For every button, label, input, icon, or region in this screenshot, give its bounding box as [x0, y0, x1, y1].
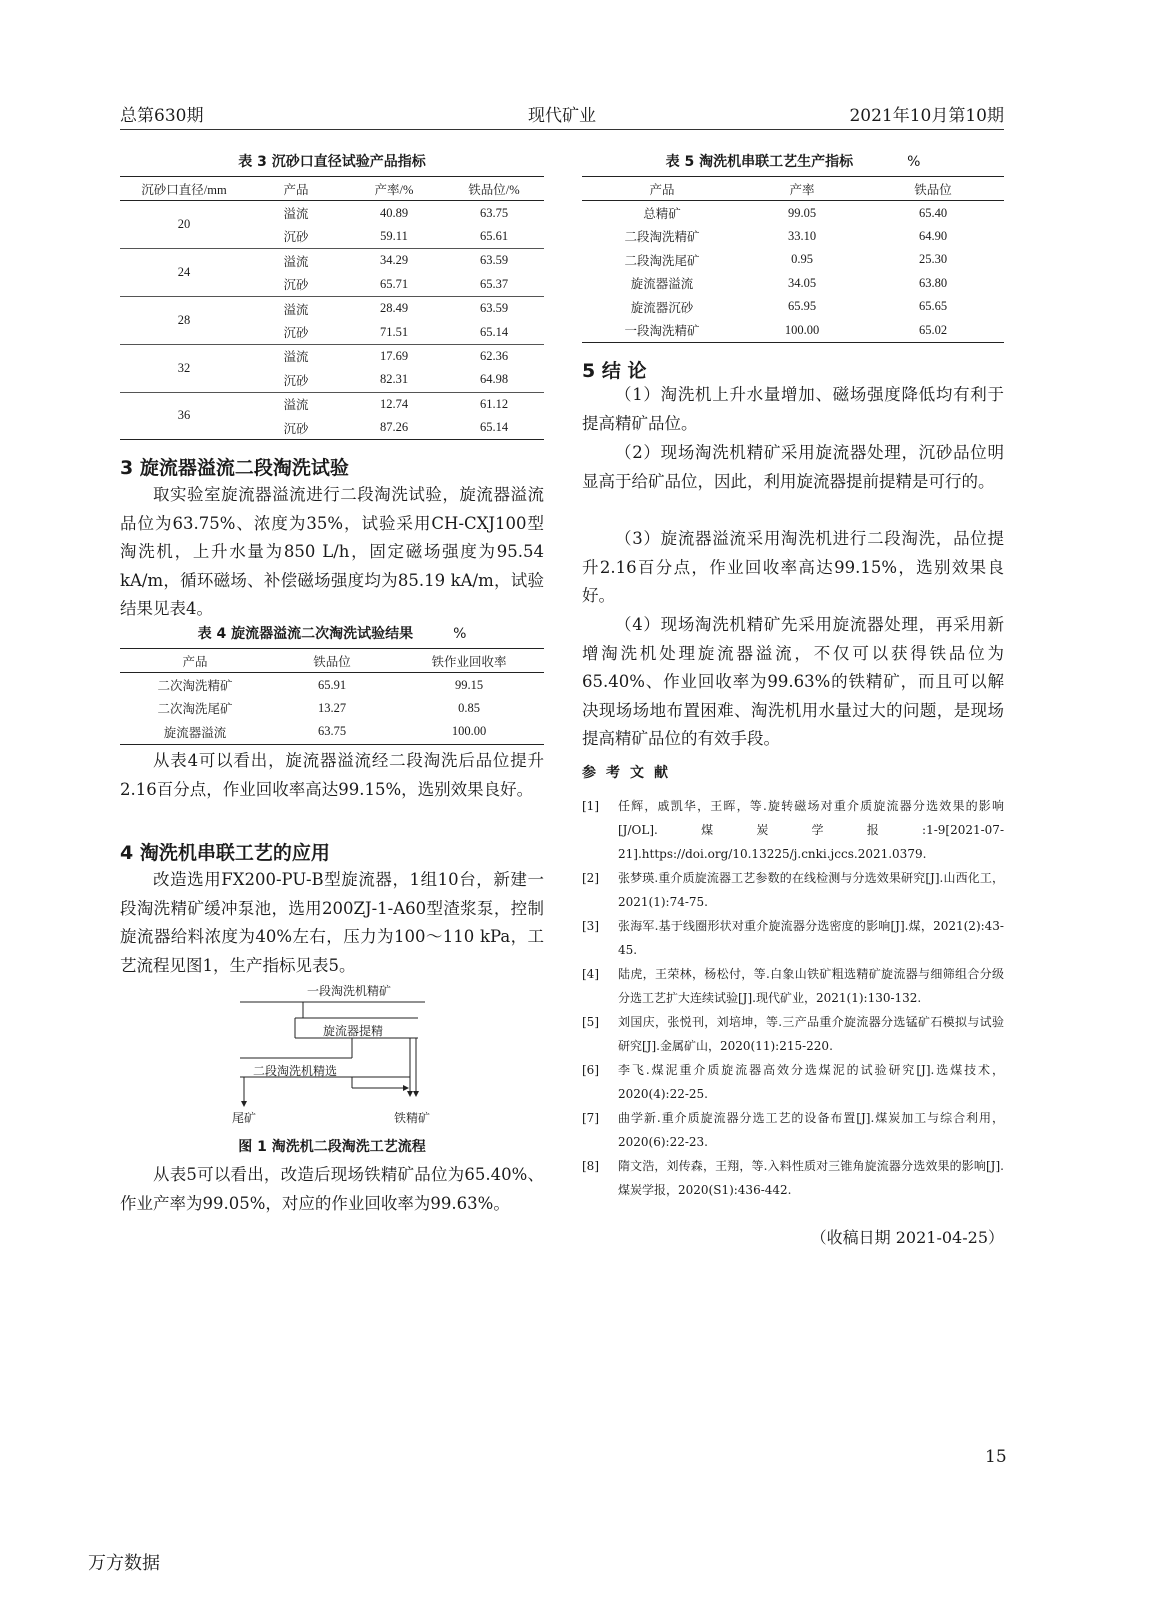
table-cell: 65.40 — [918, 205, 948, 220]
table5-header: 铁品位 — [914, 182, 952, 197]
reference-text: 张海军.基于线圈形状对重介旋流器分选密度的影响[J].煤，2021(2):43-45. — [618, 919, 1004, 957]
table3-header: 沉砂口直径/mm — [141, 182, 227, 197]
table3-header: 产品 — [283, 182, 309, 197]
table-cell: 65.71 — [379, 276, 409, 291]
table-cell: 59.11 — [380, 228, 408, 243]
table-cell: 64.90 — [918, 228, 948, 243]
table-cell: 13.27 — [317, 700, 347, 715]
reference-number: [5] — [582, 1015, 599, 1029]
table-row — [120, 720, 544, 744]
table3-diameter: 36 — [120, 392, 248, 440]
table-cell: 沉砂 — [283, 278, 309, 293]
table3-header: 产率/% — [374, 182, 414, 197]
section5-title: 5 结 论 — [582, 360, 647, 382]
table-cell: 溢流 — [248, 344, 344, 368]
reference-text: 曲学新.重介质旋流器分选工艺的设备布置[J].煤炭加工与综合利用，2020(6):22-23. — [618, 1111, 1004, 1149]
table-cell: 0.95 — [791, 252, 813, 267]
received-date: （收稿日期 2021-04-25） — [810, 1228, 1004, 1247]
table-cell: 溢流 — [283, 207, 309, 222]
reference-item — [582, 794, 1004, 866]
table-cell: 一段淘洗精矿 — [624, 324, 700, 339]
figure1-caption: 图 1 淘洗机二段淘洗工艺流程 — [238, 1139, 426, 1155]
table-cell: 二段淘洗精矿 — [624, 230, 700, 245]
table-cell: 沉砂 — [283, 326, 309, 341]
table-row — [120, 344, 544, 368]
table5 — [582, 176, 1004, 343]
section4-paragraph: 改造选用FX200-PU-B型旋流器，1组10台，新建一段淘洗精矿缓冲泵池，选用200ZJ-1-A60型渣浆泵，控制旋流器给料浓度为40%左右，压力为100～110 kPa，工艺流程见图1，生产指标见表5。 — [120, 870, 544, 975]
flowchart-lines — [120, 978, 544, 1128]
table-cell: 65.14 — [479, 324, 509, 339]
header-journal: 现代矿业 — [528, 106, 596, 126]
table-cell: 82.31 — [379, 372, 409, 387]
table-row — [120, 201, 544, 225]
table-cell: 旋流器溢流 — [630, 277, 694, 292]
reference-item — [582, 962, 1004, 1010]
table4-header: 铁作业回收率 — [431, 654, 507, 669]
table-row — [120, 392, 544, 416]
conclusion-4: （4）现场淘洗机精矿先采用旋流器处理，再采用新增淘洗机处理旋流器溢流，不仅可以获得铁品位为65.40%、作业回收率为99.63%的铁精矿，而且可以解决现场场地布置困难、淘洗机用水量过大的问题，是现场提高精矿品位的有效手段。 — [582, 615, 1004, 749]
header-date: 2021年10月第10期 — [849, 106, 1004, 126]
conclusion-1: （1）淘洗机上升水量增加、磁场强度降低均有利于提高精矿品位。 — [582, 385, 1004, 433]
table-cell: 总精矿 — [643, 207, 681, 222]
reference-number: [3] — [582, 919, 599, 933]
table-cell: 63.75 — [317, 724, 347, 739]
table-cell: 65.02 — [918, 322, 948, 337]
conclusion-2: （2）现场淘洗机精矿采用旋流器处理，沉砂品位明显高于给矿品位，因此，利用旋流器提前提精是可行的。 — [582, 443, 1004, 491]
table-cell: 64.98 — [479, 372, 509, 387]
table3-diameter: 28 — [120, 296, 248, 344]
section4-conclusion: 从表5可以看出，改造后现场铁精矿品位为65.40%、作业产率为99.05%，对应的作业回收率为99.63%。 — [120, 1165, 544, 1213]
table-row — [120, 249, 544, 273]
table-cell: 65.95 — [787, 299, 817, 314]
table-cell: 62.36 — [444, 344, 544, 368]
table-cell: 63.59 — [444, 296, 544, 320]
table-cell: 99.05 — [787, 205, 817, 220]
table-cell: 63.59 — [444, 249, 544, 273]
table-cell: 65.91 — [317, 677, 347, 692]
table-row — [582, 318, 1004, 342]
reference-item — [582, 866, 1004, 914]
table4 — [120, 648, 544, 745]
table-cell: 沉砂 — [283, 230, 309, 245]
table3 — [120, 176, 544, 440]
node-first-concentrate: 一段淘洗机精矿 — [307, 984, 392, 998]
table-cell: 沉砂 — [283, 421, 309, 436]
table3-caption: 表 3 沉砂口直径试验产品指标 — [238, 154, 426, 170]
table-cell: 87.26 — [379, 420, 409, 435]
reference-text: 刘国庆，张悦刊，刘培坤，等.三产品重介旋流器分选锰矿石模拟与试验研究[J].金属矿山，2020(11):215-220. — [618, 1015, 1004, 1053]
table-row — [120, 697, 544, 720]
table-row — [120, 296, 544, 320]
page-number: 15 — [985, 1447, 1007, 1467]
table5-header: 产品 — [649, 182, 675, 197]
node-tailings: 尾矿 — [232, 1111, 257, 1125]
table-cell: 65.37 — [479, 276, 509, 291]
table-cell: 99.15 — [454, 677, 484, 692]
table-cell: 溢流 — [248, 392, 344, 416]
table3-diameter: 24 — [120, 249, 248, 297]
table4-unit: % — [453, 626, 467, 642]
table-cell: 溢流 — [248, 296, 344, 320]
reference-text: 隋文浩，刘传森，王翔，等.入料性质对三锥角旋流器分选效果的影响[J].煤炭学报，2020(S1):436-442. — [618, 1159, 1004, 1197]
table-cell: 25.30 — [918, 252, 948, 267]
references-list — [582, 794, 1004, 1202]
table-cell: 34.29 — [344, 249, 444, 273]
conclusion-3: （3）旋流器溢流采用淘洗机进行二段淘洗，品位提升2.16百分点，作业回收率高达99.15%，选别效果良好。 — [582, 529, 1004, 606]
table3-header: 铁品位/% — [468, 182, 520, 197]
table-row — [120, 673, 544, 697]
references-heading: 参考文献 — [582, 765, 678, 781]
reference-number: [4] — [582, 967, 599, 981]
table-cell: 二段淘洗尾矿 — [624, 253, 700, 268]
table-cell: 65.65 — [918, 299, 948, 314]
table-row — [582, 248, 1004, 271]
table-cell: 65.61 — [479, 228, 509, 243]
table-cell: 33.10 — [787, 228, 817, 243]
table5-caption — [582, 151, 1004, 171]
table-row — [582, 201, 1004, 225]
section3-title: 3 旋流器溢流二段淘洗试验 — [120, 457, 349, 479]
reference-text: 李飞.煤泥重介质旋流器高效分选煤泥的试验研究[J].选煤技术，2020(4):22-25. — [618, 1063, 1004, 1101]
reference-number: [2] — [582, 871, 599, 885]
table-cell: 71.51 — [379, 324, 409, 339]
table-cell: 28.49 — [344, 296, 444, 320]
reference-item — [582, 1010, 1004, 1058]
table5-caption-text: 表 5 淘洗机串联工艺生产指标 — [665, 154, 854, 170]
table-cell: 12.74 — [344, 392, 444, 416]
table-cell: 34.05 — [787, 275, 817, 290]
reference-text: 陆虎，王荣林，杨松付，等.白象山铁矿粗选精矿旋流器与细筛组合分级分选工艺扩大连续试验[J].现代矿业，2021(1):130-132. — [618, 967, 1004, 1005]
table4-caption — [120, 623, 544, 643]
table-cell: 100.00 — [784, 322, 820, 337]
reference-number: [8] — [582, 1159, 599, 1173]
reference-item — [582, 1154, 1004, 1202]
table4-header: 铁品位 — [313, 654, 351, 669]
table-cell: 63.75 — [479, 205, 509, 220]
section4-title: 4 淘洗机串联工艺的应用 — [120, 842, 330, 864]
reference-text: 张梦瑛.重介质旋流器工艺参数的在线检测与分选效果研究[J].山西化工，2021(1):74-75. — [618, 871, 1004, 909]
table-cell: 二次淘洗精矿 — [157, 679, 233, 694]
reference-item — [582, 1106, 1004, 1154]
reference-number: [1] — [582, 799, 599, 813]
section3-paragraph: 取实验室旋流器溢流进行二段淘洗试验，旋流器溢流品位为63.75%、浓度为35%，试验采用CH-CXJ100型淘洗机，上升水量为850 L/h，固定磁场强度为95.54 kA/m，循环磁场、补偿磁场强度均为85.19 kA/m，试验结果见表4。 — [120, 485, 544, 619]
table-cell: 二次淘洗尾矿 — [157, 702, 233, 717]
table-cell: 旋流器溢流 — [163, 725, 227, 740]
table-row — [582, 295, 1004, 318]
table3-diameter: 20 — [177, 217, 191, 232]
reference-text: 任辉，戚凯华，王晖，等.旋转磁场对重介质旋流器分选效果的影响[J/OL].煤炭学报:1-9[2021-07-21].https://doi.org/10.13225/j.cnki.jccs.2021.0379. — [618, 799, 1004, 861]
header-rule — [120, 129, 1004, 130]
table5-header: 产率 — [789, 182, 815, 197]
table-cell: 63.80 — [918, 275, 948, 290]
figure1-flowchart — [120, 978, 544, 1128]
section3-conclusion: 从表4可以看出，旋流器溢流经二段淘洗后品位提升2.16百分点，作业回收率高达99.15%，选别效果良好。 — [120, 751, 544, 799]
node-iron-concentrate: 铁精矿 — [394, 1111, 431, 1125]
table-cell: 40.89 — [379, 205, 409, 220]
table-cell: 17.69 — [344, 344, 444, 368]
table4-caption-text: 表 4 旋流器溢流二次淘洗试验结果 — [197, 626, 414, 642]
table-cell: 旋流器沉砂 — [630, 300, 694, 315]
table-cell: 沉砂 — [283, 373, 309, 388]
table-row — [582, 272, 1004, 295]
table-cell: 溢流 — [248, 249, 344, 273]
table-cell: 0.85 — [458, 700, 480, 715]
header-issue: 总第630期 — [120, 106, 204, 126]
node-cyclone: 旋流器提精 — [323, 1024, 384, 1038]
footer-watermark: 万方数据 — [88, 1553, 160, 1574]
table-cell: 61.12 — [444, 392, 544, 416]
reference-item — [582, 1058, 1004, 1106]
table3-diameter: 32 — [120, 344, 248, 392]
reference-item — [582, 914, 1004, 962]
reference-number: [7] — [582, 1111, 599, 1125]
node-second-washer: 二段淘洗机精选 — [253, 1064, 338, 1078]
table5-unit: % — [907, 154, 921, 170]
table-row — [582, 225, 1004, 248]
table-cell: 65.14 — [479, 420, 509, 435]
table-cell: 100.00 — [451, 724, 487, 739]
reference-number: [6] — [582, 1063, 599, 1077]
table4-header: 产品 — [182, 654, 208, 669]
